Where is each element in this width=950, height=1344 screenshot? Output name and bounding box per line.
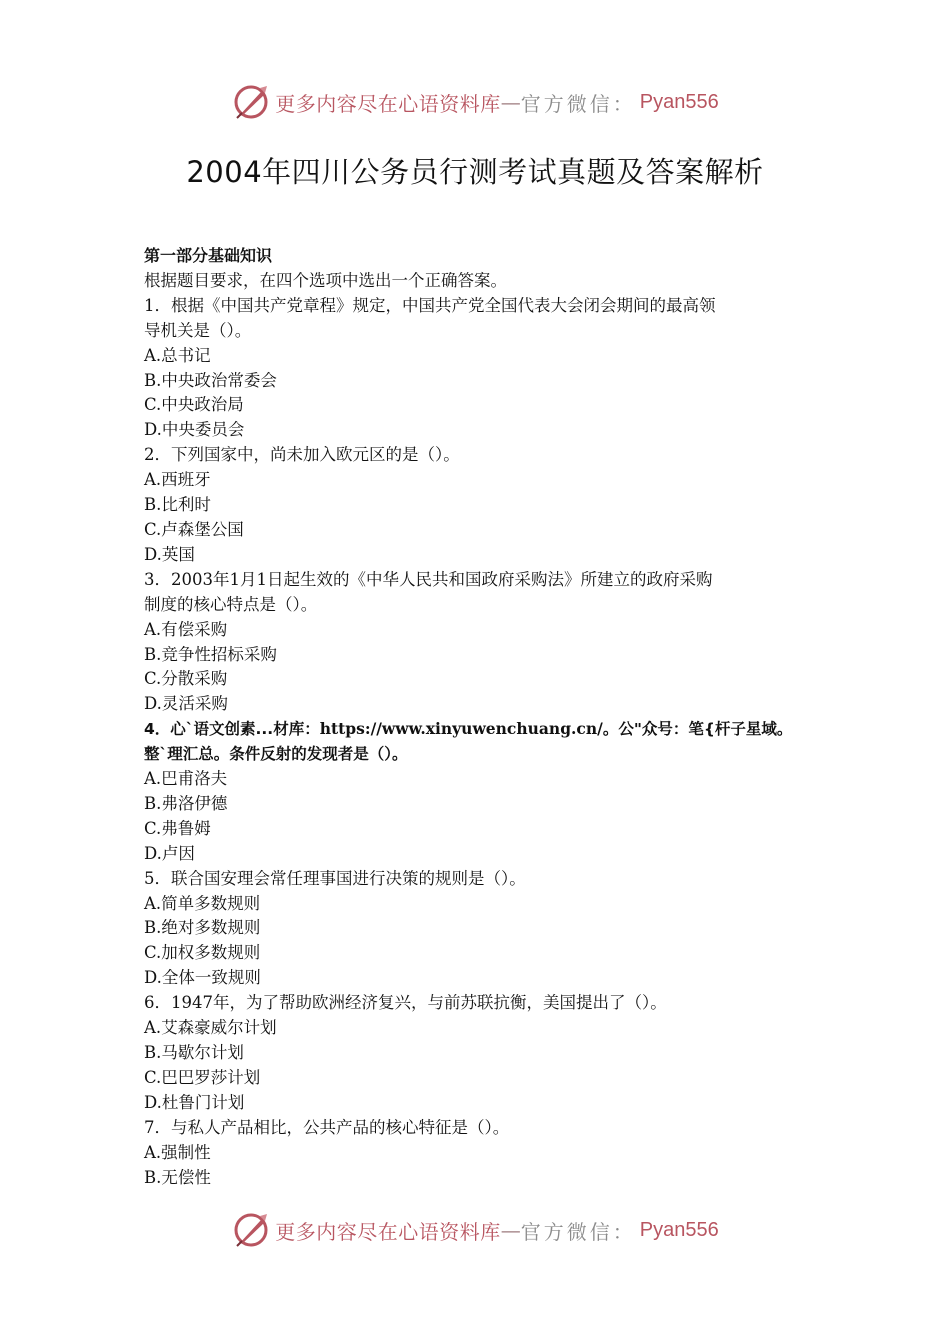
question-3-line-2: 制度的核心特点是（）。 (144, 594, 318, 614)
document-title: 2004年四川公务员行测考试真题及答案解析 (186, 155, 764, 189)
footer-watermark-banner (0, 1208, 950, 1252)
question-1-option-c: C.中央政治局 (144, 395, 244, 415)
question-1-option-b: B.中央政治常委会 (144, 370, 277, 390)
question-6-line-1: 6．1947年，为了帮助欧洲经济复兴，与前苏联抗衡，美国提出了（）。 (144, 993, 667, 1013)
question-3-option-b: B.竞争性招标采购 (144, 644, 277, 664)
question-4-option-a: A.巴甫洛夫 (144, 769, 228, 789)
question-3-option-d: D.灵活采购 (144, 694, 228, 714)
question-4-option-d: D.卢因 (144, 843, 195, 863)
question-6-option-d: D.杜鲁门计划 (144, 1092, 245, 1112)
question-3-option-a: A.有偿采购 (144, 619, 228, 639)
question-3-line-1: 3．2003年1月1日起生效的《中华人民共和国政府采购法》所建立的政府采购 (144, 569, 713, 589)
document-body (144, 244, 834, 1190)
question-2-option-a: A.西班牙 (144, 470, 211, 490)
question-6-option-b: B.马歇尔计划 (144, 1043, 244, 1062)
banner-ad-text: 更多内容尽在心语资料库 (275, 91, 501, 116)
question-4-url: https://www.xinyuwenchuang.cn/ (319, 719, 603, 739)
question-5-option-a: A.简单多数规则 (144, 893, 261, 913)
question-1-line-2: 导机关是（）。 (144, 320, 252, 340)
instruction-text: 根据题目要求，在四个选项中选出一个正确答案。 (144, 270, 507, 290)
question-7-line-1: 7．与私人产品相比，公共产品的核心特征是（）。 (144, 1117, 510, 1137)
question-1-line-1: 1．根据《中国共产党章程》规定，中国共产党全国代表大会闭会期间的最高领 (144, 295, 716, 315)
section-heading: 第一部分基础知识 (144, 246, 273, 265)
question-1-option-a: A.总书记 (144, 345, 211, 365)
question-4-prefix: 4．心`语文创素...材库： (144, 720, 320, 739)
question-4-line-2: 整`理汇总。条件反射的发现者是（）。 (144, 745, 408, 764)
question-7-option-b: B.无偿性 (144, 1167, 211, 1187)
question-5-option-c: C.加权多数规则 (144, 943, 261, 963)
quill-pen-logo-icon (231, 1210, 271, 1250)
banner-ad-text: 更多内容尽在心语资料库 (275, 1219, 501, 1244)
question-7-option-a: A.强制性 (144, 1142, 211, 1162)
question-3-option-c: C.分散采购 (144, 669, 228, 689)
question-5-option-b: B.绝对多数规则 (144, 918, 261, 938)
question-5-option-d: D.全体一致规则 (144, 968, 261, 988)
question-6-option-a: A.艾森豪威尔计划 (144, 1018, 277, 1038)
question-1-option-d: D.中央委员会 (144, 420, 245, 440)
header-watermark-banner (0, 80, 950, 124)
banner-wechat-id: Pyan556 (639, 1218, 719, 1241)
question-4-suffix: 。公"众号：笔{杆子星域。 (602, 720, 793, 739)
question-4-option-c: C.弗鲁姆 (144, 818, 211, 838)
banner-dash: — (500, 90, 521, 114)
banner-official-label: 官方微信： (520, 1219, 636, 1244)
question-5-line-1: 5．联合国安理会常任理事国进行决策的规则是（）。 (144, 868, 526, 888)
banner-dash: — (500, 1218, 521, 1242)
question-2-option-b: B.比利时 (144, 495, 211, 515)
question-6-option-c: C.巴巴罗莎计划 (144, 1067, 261, 1087)
banner-wechat-id: Pyan556 (639, 90, 719, 113)
quill-pen-logo-icon (231, 82, 271, 122)
question-2-option-d: D.英国 (144, 544, 195, 564)
banner-official-label: 官方微信： (520, 91, 636, 116)
question-2-option-c: C.卢森堡公国 (144, 519, 244, 539)
question-2-line-1: 2．下列国家中，尚未加入欧元区的是（）。 (144, 445, 460, 465)
question-4-option-b: B.弗洛伊德 (144, 793, 228, 813)
question-4-line-1 (144, 717, 834, 742)
